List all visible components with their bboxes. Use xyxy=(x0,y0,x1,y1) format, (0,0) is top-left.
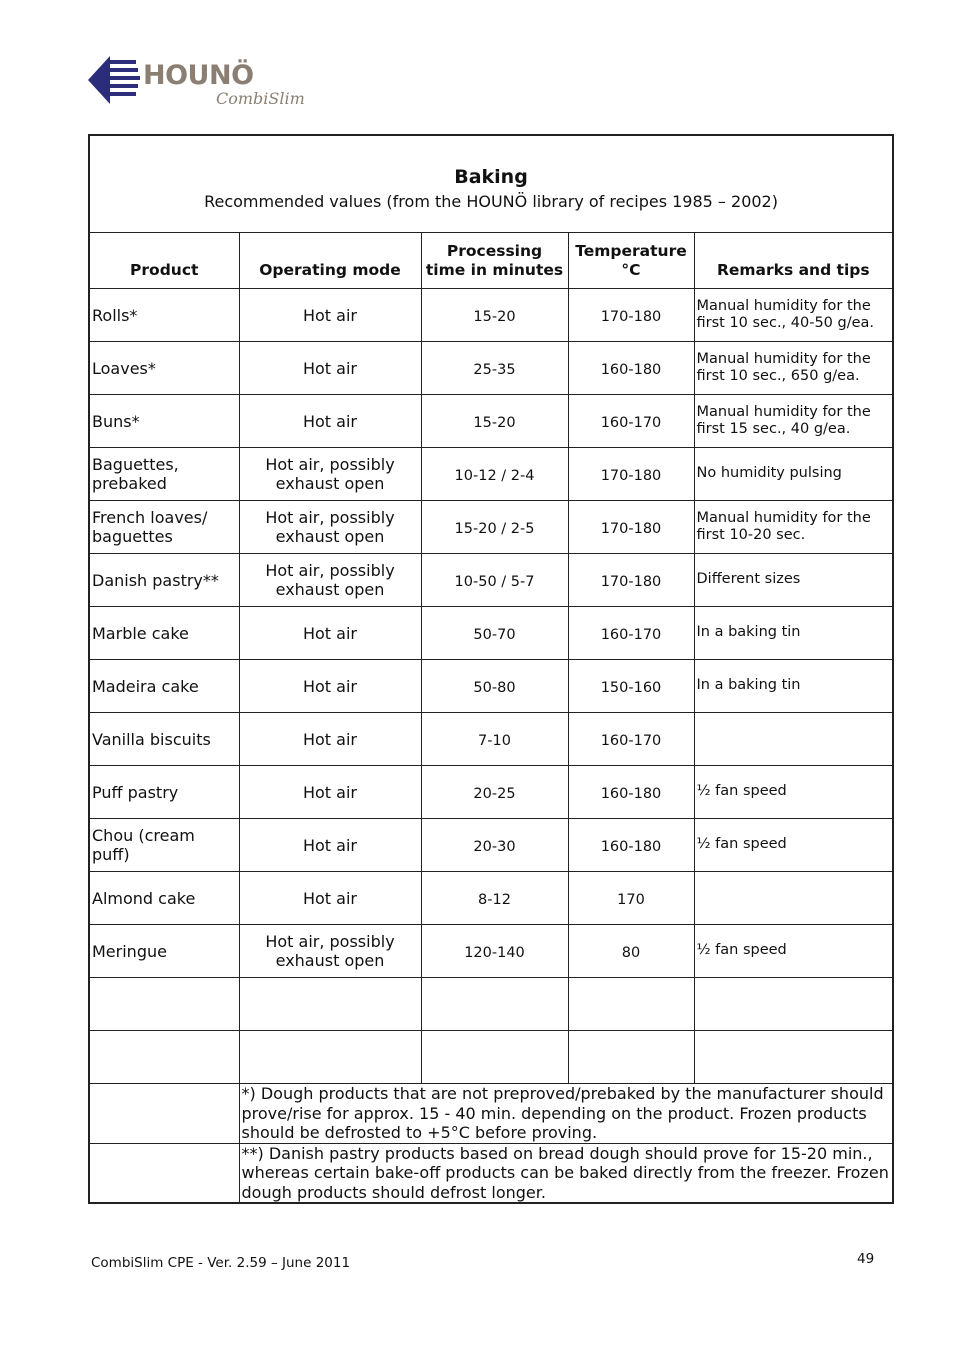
logo-brand-text: HOUNÖ xyxy=(143,60,254,91)
cell-time: 10-12 / 2-4 xyxy=(421,448,568,501)
header-product: Product xyxy=(89,233,239,289)
cell-time: 20-25 xyxy=(421,766,568,819)
cell-mode: Hot air xyxy=(239,660,421,713)
table-row xyxy=(89,819,893,872)
table-row xyxy=(89,554,893,607)
cell-time: 15-20 / 2-5 xyxy=(421,501,568,554)
baking-table xyxy=(88,134,894,1204)
header-time-line2: time in minutes xyxy=(425,260,564,279)
header-temp-line2: °C xyxy=(621,260,641,279)
cell-product: Madeira cake xyxy=(89,660,239,713)
cell-mode: Hot air, possibly exhaust open xyxy=(239,501,421,554)
cell-product: French loaves/ baguettes xyxy=(89,501,239,554)
logo-sub-text: CombiSlim xyxy=(216,89,305,108)
header-time-line1: Processing xyxy=(446,241,543,260)
cell-time: 120-140 xyxy=(421,925,568,978)
cell-mode: Hot air xyxy=(239,395,421,448)
cell-product: Almond cake xyxy=(89,872,239,925)
cell-product xyxy=(89,1031,239,1084)
cell-remarks: Different sizes xyxy=(694,554,893,607)
cell-time xyxy=(421,1031,568,1084)
header-time xyxy=(421,233,568,289)
cell-product: Loaves* xyxy=(89,342,239,395)
cell-mode: Hot air xyxy=(239,872,421,925)
table-title-cell xyxy=(89,135,893,233)
table-row xyxy=(89,978,893,1031)
cell-time: 8-12 xyxy=(421,872,568,925)
cell-temp: 160-170 xyxy=(568,607,694,660)
table-title: Baking xyxy=(454,165,528,188)
cell-mode: Hot air xyxy=(239,342,421,395)
cell-product: Chou (cream puff) xyxy=(89,819,239,872)
table-row xyxy=(89,660,893,713)
cell-mode: Hot air xyxy=(239,819,421,872)
cell-temp xyxy=(568,978,694,1031)
cell-temp: 160-170 xyxy=(568,395,694,448)
cell-mode xyxy=(239,1031,421,1084)
houno-logo-mark-icon xyxy=(88,54,140,106)
cell-remarks xyxy=(694,978,893,1031)
header-temp-line1: Temperature xyxy=(575,241,687,260)
cell-remarks: ½ fan speed xyxy=(694,819,893,872)
header-remarks: Remarks and tips xyxy=(694,233,893,289)
cell-product xyxy=(89,978,239,1031)
cell-time xyxy=(421,978,568,1031)
cell-remarks: Manual humidity for the first 10 sec., 40-50 g/ea. xyxy=(694,289,893,342)
header-mode: Operating mode xyxy=(239,233,421,289)
cell-time: 20-30 xyxy=(421,819,568,872)
cell-mode: Hot air, possibly exhaust open xyxy=(239,554,421,607)
table-row xyxy=(89,607,893,660)
cell-temp: 160-180 xyxy=(568,819,694,872)
cell-product: Marble cake xyxy=(89,607,239,660)
cell-time: 25-35 xyxy=(421,342,568,395)
cell-temp: 80 xyxy=(568,925,694,978)
header-row xyxy=(89,233,893,289)
cell-product: Puff pastry xyxy=(89,766,239,819)
cell-remarks: In a baking tin xyxy=(694,607,893,660)
cell-mode xyxy=(239,978,421,1031)
table-row xyxy=(89,1031,893,1084)
footnote-blank-cell xyxy=(89,1143,239,1203)
cell-temp: 170 xyxy=(568,872,694,925)
table-row xyxy=(89,448,893,501)
table-row xyxy=(89,713,893,766)
table-subtitle: Recommended values (from the HOUNÖ library of recipes 1985 – 2002) xyxy=(204,191,778,211)
cell-remarks: Manual humidity for the first 10 sec., 650 g/ea. xyxy=(694,342,893,395)
footnote-text: *) Dough products that are not preproved/prebaked by the manufacturer should prove/rise for approx. 15 - 40 min. depending on the product. Frozen products should be defrosted to +5°C before proving. xyxy=(239,1084,893,1144)
cell-remarks: ½ fan speed xyxy=(694,925,893,978)
cell-remarks: ½ fan speed xyxy=(694,766,893,819)
table-row xyxy=(89,872,893,925)
table-row xyxy=(89,289,893,342)
houno-logo xyxy=(88,52,308,116)
cell-product: Vanilla biscuits xyxy=(89,713,239,766)
cell-product: Baguettes, prebaked xyxy=(89,448,239,501)
cell-temp: 160-180 xyxy=(568,766,694,819)
table-row xyxy=(89,925,893,978)
footnote-row xyxy=(89,1084,893,1144)
cell-temp: 170-180 xyxy=(568,501,694,554)
cell-product: Rolls* xyxy=(89,289,239,342)
cell-time: 7-10 xyxy=(421,713,568,766)
cell-remarks: Manual humidity for the first 15 sec., 40 g/ea. xyxy=(694,395,893,448)
cell-mode: Hot air xyxy=(239,766,421,819)
cell-remarks: Manual humidity for the first 10-20 sec. xyxy=(694,501,893,554)
table-row xyxy=(89,766,893,819)
cell-product: Buns* xyxy=(89,395,239,448)
cell-mode: Hot air xyxy=(239,713,421,766)
cell-time: 10-50 / 5-7 xyxy=(421,554,568,607)
cell-remarks: No humidity pulsing xyxy=(694,448,893,501)
cell-mode: Hot air xyxy=(239,607,421,660)
cell-remarks xyxy=(694,1031,893,1084)
cell-mode: Hot air xyxy=(239,289,421,342)
cell-temp: 150-160 xyxy=(568,660,694,713)
cell-remarks xyxy=(694,713,893,766)
page-number: 49 xyxy=(857,1251,875,1267)
cell-temp: 160-170 xyxy=(568,713,694,766)
cell-temp: 170-180 xyxy=(568,289,694,342)
cell-temp: 170-180 xyxy=(568,448,694,501)
table-row xyxy=(89,501,893,554)
cell-product: Meringue xyxy=(89,925,239,978)
table-row xyxy=(89,342,893,395)
cell-time: 15-20 xyxy=(421,289,568,342)
cell-time: 15-20 xyxy=(421,395,568,448)
cell-remarks: In a baking tin xyxy=(694,660,893,713)
cell-mode: Hot air, possibly exhaust open xyxy=(239,925,421,978)
footnote-text: **) Danish pastry products based on bread dough should prove for 15-20 min., whereas certain bake-off products can be baked directly from the freezer. Frozen dough products should defrost longer. xyxy=(239,1143,893,1203)
cell-temp xyxy=(568,1031,694,1084)
cell-time: 50-70 xyxy=(421,607,568,660)
cell-product: Danish pastry** xyxy=(89,554,239,607)
cell-remarks xyxy=(694,872,893,925)
header-temp xyxy=(568,233,694,289)
cell-temp: 170-180 xyxy=(568,554,694,607)
footer-version: CombiSlim CPE - Ver. 2.59 – June 2011 xyxy=(91,1255,351,1271)
cell-temp: 160-180 xyxy=(568,342,694,395)
footnote-blank-cell xyxy=(89,1084,239,1144)
cell-time: 50-80 xyxy=(421,660,568,713)
cell-mode: Hot air, possibly exhaust open xyxy=(239,448,421,501)
table-row xyxy=(89,395,893,448)
footnote-row xyxy=(89,1143,893,1203)
